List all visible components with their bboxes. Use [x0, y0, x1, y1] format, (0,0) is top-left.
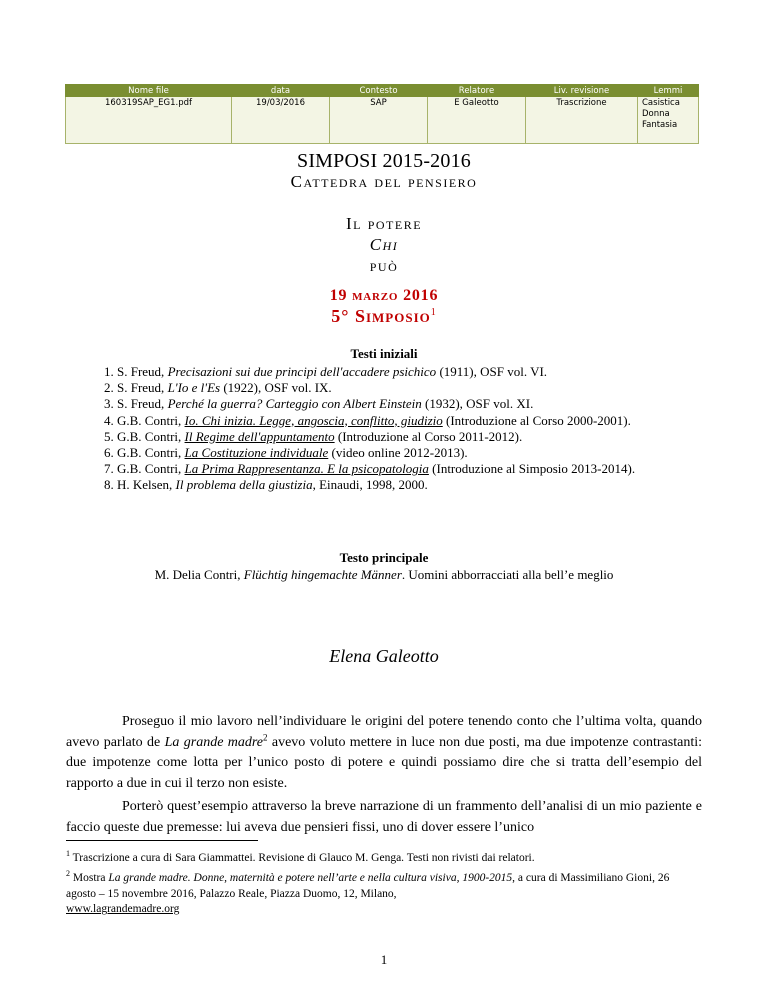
ref-details: (Introduzione al Corso 2011-2012). — [334, 428, 523, 444]
lemma-item: Fantasia — [642, 120, 678, 130]
footnote-text: Mostra — [70, 872, 109, 885]
reference-item — [104, 364, 664, 380]
theme-line-1: Il potere — [345, 214, 423, 233]
ref-title: L'Io e l'Es — [167, 380, 221, 396]
ref-author: 1. S. Freud, — [104, 364, 168, 379]
ref-author: 7. G.B. Contri, — [104, 461, 185, 477]
footnote-1 — [66, 846, 702, 866]
cell-nome-file: 160319SAP_EG1.pdf — [66, 97, 232, 144]
footnote-text: Trascrizione a cura di Sara Giammattei. Revisione di Glauco M. Genga. Testi non rivisti dai relatori. — [70, 851, 535, 864]
header-nome-file: Nome file — [66, 85, 232, 97]
ref-author: 5. G.B. Contri, — [104, 428, 185, 444]
ref-title-link[interactable]: Io. Chi inizia. Legge, angoscia, conflitto, giudizio — [184, 412, 443, 428]
series-subtitle: Cattedra del pensiero — [290, 172, 478, 191]
main-text-title: Flüchtig hingemachte Männer — [243, 567, 402, 582]
footnote-number: 2 — [66, 869, 70, 879]
reference-item — [104, 445, 664, 461]
speaker-name: Elena Galeotto — [329, 646, 439, 666]
testo-principale-heading: Testo principale — [339, 550, 429, 565]
ref-details: (Introduzione al Simposio 2013-2014). — [428, 461, 636, 477]
footnote-separator — [66, 840, 258, 841]
footnote-2 — [66, 866, 702, 917]
body-paragraph — [66, 712, 702, 794]
header-data: data — [232, 85, 330, 97]
paragraph-text: Proseguo il mio lavoro nell’individuare le origini del potere tenendo conto che l’ultima volta, quando avevo parlato de — [66, 714, 702, 750]
main-text-subtitle: . Uomini abborracciati alla bell’e meglio — [401, 567, 614, 582]
cell-liv-revisione: Trascrizione — [526, 97, 638, 144]
footnote-title: La grande madre. Donne, maternità e potere nell’arte e nella cultura visiva, 1900-2015 — [108, 872, 513, 885]
theme-line-2: Chi — [369, 235, 399, 254]
ref-author: 3. S. Freud, — [104, 396, 168, 412]
footnote-number: 1 — [66, 849, 70, 858]
ref-details: (video online 2012-2013). — [328, 445, 468, 461]
website-link[interactable]: www.lagrandemadre.org — [66, 903, 180, 916]
header-liv-revisione: Liv. revisione — [526, 85, 638, 97]
ref-author: 2. S. Freud, — [104, 380, 168, 396]
metadata-row — [66, 97, 699, 144]
symposium-number — [0, 306, 768, 327]
body-paragraph: Porterò quest’esempio attraverso la breve narrazione di un frammento dell’analisi di un mio paziente e faccio queste due premesse: lui aveva due pensieri fissi, uno di dover essere l’unico — [66, 799, 702, 835]
reference-item — [104, 380, 664, 396]
metadata-table — [65, 84, 699, 144]
footnote-ref-2: 2 — [263, 731, 268, 742]
ref-author: 4. G.B. Contri, — [104, 412, 185, 428]
reference-item — [104, 396, 664, 412]
cell-relatore: E Galeotto — [428, 97, 526, 144]
ref-title-link[interactable]: La Prima Rappresentanza. E la psicopatologia — [184, 461, 429, 477]
ref-details: (1932), OSF vol. XI. — [421, 396, 534, 412]
reference-item — [104, 413, 664, 429]
ref-title-link[interactable]: Il Regime dell'appuntamento — [184, 428, 335, 444]
exhibition-title: La grande madre — [164, 734, 264, 750]
lemma-item: Donna — [642, 109, 670, 119]
ref-title-link[interactable]: La Costituzione individuale — [184, 445, 329, 461]
event-date: 19 marzo 2016 — [329, 287, 439, 304]
ref-details: (1911), OSF vol. VI. — [436, 364, 548, 379]
lemma-item: Casistica — [642, 98, 680, 108]
reference-item — [104, 429, 664, 445]
footnotes — [66, 846, 702, 918]
header-contesto: Contesto — [330, 85, 428, 97]
reference-item — [104, 461, 664, 477]
page-number: 1 — [380, 952, 388, 967]
theme-line-3: può — [369, 256, 399, 275]
header-relatore: Relatore — [428, 85, 526, 97]
ref-title: Precisazioni sui due principi dell'accadere psichico — [167, 364, 437, 379]
reference-list — [104, 364, 664, 494]
metadata-header-row — [66, 85, 699, 97]
paragraph-text: avevo voluto mettere in luce non due posti, ma due impotenze contrastanti: due impotenze come lotta per l’unico posto di potere e quindi possiamo dire che si tratta dell’esempio del rapporto a due in cui il terzo non esiste. — [66, 734, 702, 791]
ref-details: , Einaudi, 1998, 2000. — [312, 477, 428, 493]
reference-item — [104, 477, 664, 493]
ref-title: Perché la guerra? Carteggio con Albert Einstein — [167, 396, 422, 412]
ref-details: (Introduzione al Corso 2000-2001). — [442, 412, 631, 428]
header-lemmi: Lemmi — [638, 85, 699, 97]
ref-author: 6. G.B. Contri, — [104, 445, 185, 461]
footnote-ref-1: 1 — [430, 307, 437, 318]
ref-title: Il problema della giustizia — [175, 477, 313, 493]
ref-author: 8. H. Kelsen, — [104, 477, 176, 493]
testo-principale-text — [0, 567, 768, 583]
cell-contesto: SAP — [330, 97, 428, 144]
series-title: SIMPOSI 2015-2016 — [297, 150, 471, 172]
cell-lemmi — [638, 97, 699, 144]
cell-data: 19/03/2016 — [232, 97, 330, 144]
symposium-label: 5° Simposio — [331, 306, 431, 326]
testi-iniziali-heading: Testi iniziali — [350, 346, 418, 361]
footnote-text: , a cura di Massimiliano Gioni, 26 agosto – 15 novembre 2016, Palazzo Reale, Piazza Duomo, 12, Milano, — [66, 872, 670, 900]
ref-details: (1922), OSF vol. IX. — [220, 380, 332, 396]
main-text-author: M. Delia Contri, — [154, 567, 244, 582]
